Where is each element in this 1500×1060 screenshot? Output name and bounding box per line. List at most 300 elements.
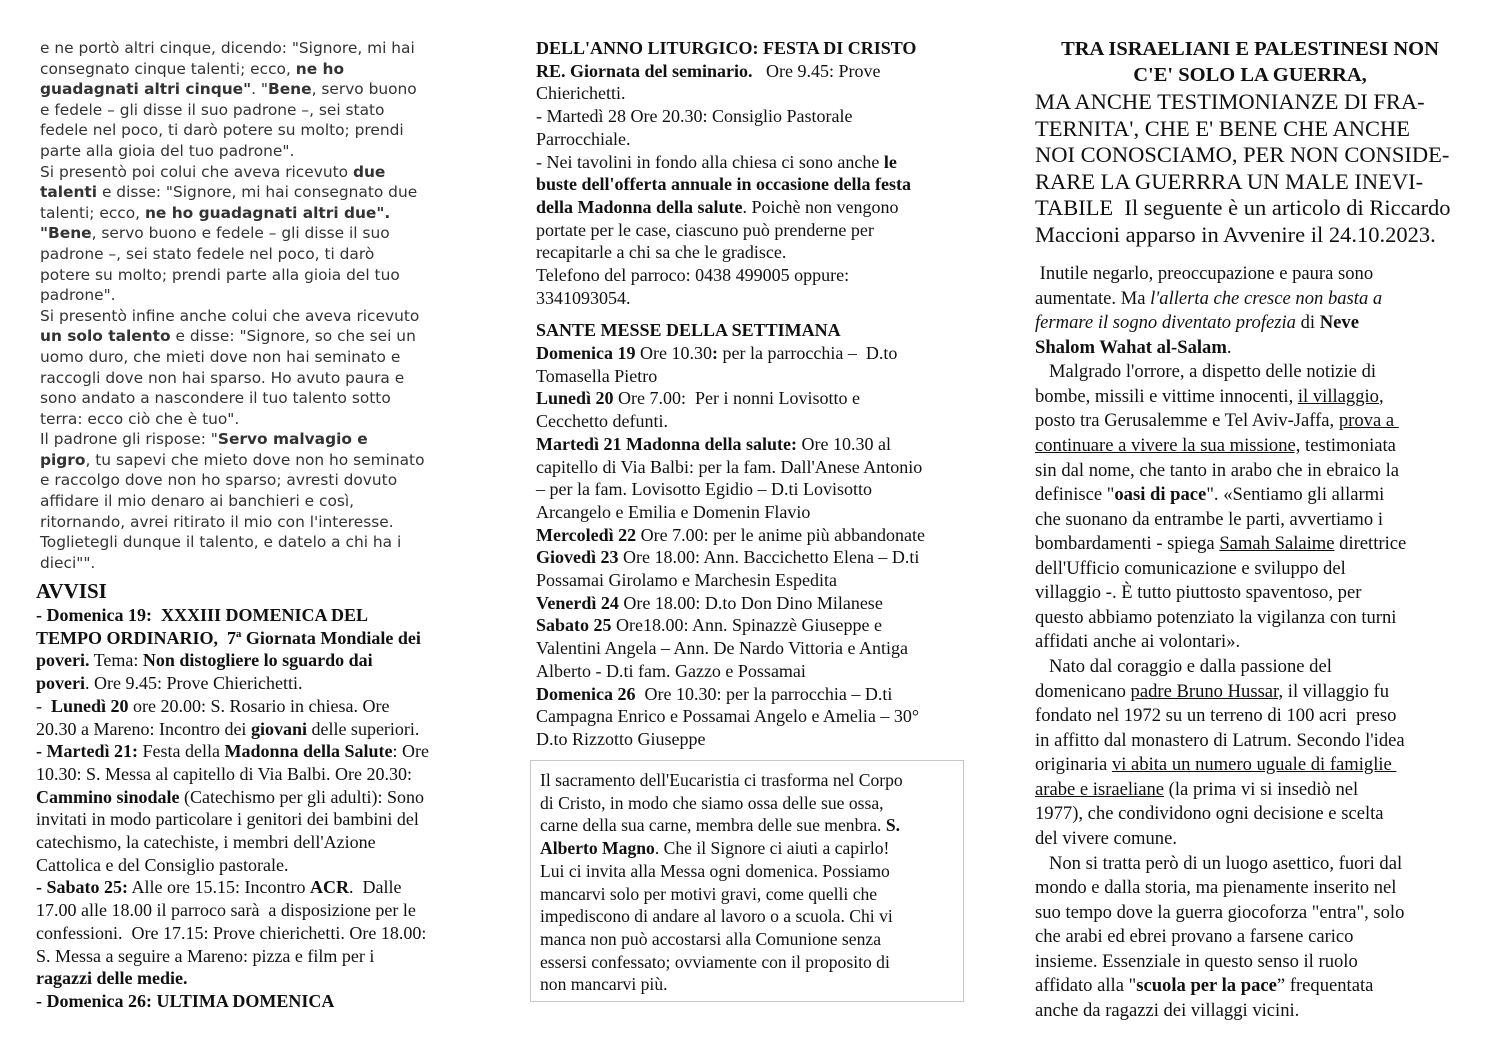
text-line <box>1035 925 1406 950</box>
text-line <box>36 876 429 899</box>
text-line <box>536 105 916 128</box>
text-line <box>536 728 925 751</box>
text-line <box>40 38 425 59</box>
text-run: Maccioni apparso in Avvenire il 24.10.2023. <box>1035 221 1436 247</box>
text-line <box>36 967 429 990</box>
text-run: confessioni. Ore 17.15: Prove chierichetti. Ore 18.00: <box>36 922 427 943</box>
text-run: Inutile negarlo, preoccupazione e paura sono <box>1035 263 1374 284</box>
text-run: uomo duro, che mieti dove non hai seminato e <box>40 347 401 366</box>
avvisi-heading: AVVISI <box>36 579 107 603</box>
eucharist-quote-text <box>540 769 903 996</box>
text-run: , <box>1361 64 1367 86</box>
text-run: Domenica 26 <box>536 683 636 704</box>
text-run: definisce " <box>1035 484 1115 506</box>
text-run: - Nei tavolini in fondo alla chiesa ci sono anche <box>536 151 884 172</box>
text-line <box>536 456 925 479</box>
text-line <box>1035 606 1406 631</box>
text-line <box>536 660 925 683</box>
text-run: anche da ragazzi dei villaggi vicini. <box>1035 999 1300 1021</box>
text-run: poveri. <box>36 650 90 671</box>
text-run: le <box>883 151 897 172</box>
text-run: Samah Salaime <box>1219 533 1335 555</box>
text-run: Madonna della Salute <box>224 741 393 762</box>
text-run: essersi confessato; ovviamente con il proposito di <box>540 951 890 972</box>
avvisi-continued <box>536 37 916 309</box>
eucharist-quote-box <box>530 760 964 1002</box>
text-line <box>40 59 425 80</box>
text-run: affidati anche ai volontari». <box>1035 631 1241 653</box>
text-run: terra: ecco ciò che è tuo". <box>40 409 240 428</box>
text-line <box>36 604 429 627</box>
text-run: giovani <box>250 718 307 739</box>
text-line <box>1035 262 1406 287</box>
text-run: Telefono del parroco: 0438 499005 oppure: <box>536 265 850 286</box>
text-run: ” frequentata <box>1276 975 1374 997</box>
text-line <box>40 512 425 533</box>
text-run: 20.30 a Mareno: Incontro dei <box>36 718 251 739</box>
text-run: Toglietegli dunque il talento, e datelo a chi ha i <box>40 533 402 552</box>
text-line <box>1035 729 1406 754</box>
text-run: Lunedì 20 <box>536 388 614 409</box>
text-line <box>36 740 429 763</box>
text-run: Ore 7.00: Per i nonni Lovisotto e <box>613 388 861 409</box>
text-run: catechismo, la catechiste, i membri dell'Azione <box>36 832 376 853</box>
text-run: DELL'ANNO LITURGICO: FESTA DI CRISTO <box>536 38 917 58</box>
text-run: . Ore 9.45: Prove Chierichetti. <box>85 673 303 694</box>
text-run: Ore 9.45: Prove <box>752 60 881 81</box>
text-run: 1977), che condividono ogni decisione e scelta <box>1035 803 1384 825</box>
text-line <box>536 705 925 728</box>
text-run: per la parrocchia – D.to <box>717 343 898 363</box>
text-line <box>40 203 425 224</box>
text-run: in affitto dal monastero di Latrum. Secondo l'idea <box>1035 729 1405 751</box>
text-line <box>40 409 425 430</box>
text-line <box>536 37 916 60</box>
text-run: C'E' SOLO LA GUERRA <box>1133 64 1362 86</box>
text-run: - Domenica 19: XXXIII DOMENICA DEL <box>36 605 368 625</box>
text-line <box>40 285 425 306</box>
text-run: e disse: "Signore, mi hai consegnato due <box>97 183 418 202</box>
text-run: , <box>1378 385 1384 407</box>
text-run: aumentate. Ma <box>1035 287 1151 309</box>
text-line <box>1035 311 1406 336</box>
text-line <box>540 883 903 906</box>
text-run: originaria <box>1035 754 1112 776</box>
text-run: padrone". <box>40 286 116 305</box>
text-run: Chierichetti. <box>536 83 626 104</box>
text-run: ". «Sentiamo gli allarmi <box>1206 484 1385 506</box>
text-line <box>540 769 903 792</box>
text-line <box>40 100 425 121</box>
text-run: dieci"". <box>40 553 96 572</box>
text-line <box>1035 901 1406 926</box>
text-run: raccogli dove non hai sparso. Ho avuto paura e <box>40 368 405 387</box>
text-run: continuare a vivere la sua missione, <box>1035 434 1301 456</box>
text-line <box>1035 778 1406 803</box>
text-run: talenti; ecco, <box>40 203 145 222</box>
gospel-text <box>40 38 425 573</box>
text-line <box>1035 704 1406 729</box>
text-run: Si presentò infine anche colui che aveva ricevuto <box>40 306 420 325</box>
text-run: RARE LA GUERRRA UN MALE INEVI- <box>1035 168 1424 194</box>
text-run: Ore18.00: Ann. Spinazzè Giuseppe e <box>611 615 882 636</box>
text-run: Ore 10.30: per la parrocchia – D.ti <box>635 683 893 704</box>
text-run: Il sacramento dell'Eucaristia ci trasforma nel Corpo <box>540 770 903 790</box>
text-line <box>536 151 916 174</box>
text-line <box>40 223 425 244</box>
text-line <box>1035 222 1451 249</box>
text-run: fondato nel 1972 su un terreno di 100 acri preso <box>1035 705 1397 727</box>
text-run: vi abita un numero uguale di famiglie <box>1111 754 1397 776</box>
text-line <box>40 347 425 368</box>
article-body <box>1035 262 1406 1023</box>
text-line <box>36 763 429 786</box>
text-run: impediscono di andare al lavoro o a scuola. Chi vi <box>540 906 893 927</box>
text-run: Cammino sinodale <box>36 786 180 807</box>
text-line <box>540 928 903 951</box>
text-line <box>536 410 925 433</box>
text-run: del vivere comune. <box>1035 827 1177 849</box>
text-line <box>1035 802 1406 827</box>
text-line <box>40 120 425 141</box>
text-line <box>536 569 925 592</box>
text-line <box>36 990 429 1013</box>
text-line <box>36 627 429 650</box>
text-line <box>540 905 903 928</box>
text-run: Alberto - D.ti fam. Gazzo e Possamai <box>536 660 806 681</box>
text-run: Valentini Angela – Ann. De Nardo Vittoria e Antiga <box>536 638 909 659</box>
text-line <box>40 244 425 265</box>
text-line <box>40 79 425 100</box>
text-run: arabe e israeliane <box>1035 778 1165 800</box>
text-run: suo tempo dove la guerra giocoforza "entra", solo <box>1035 901 1405 923</box>
text-run: Si presentò poi colui che aveva ricevuto <box>40 162 353 181</box>
text-run: bombardamenti - spiega <box>1035 533 1220 555</box>
text-run: RE. Giornata del seminario. <box>536 60 753 81</box>
text-run: . Che il Signore ci aiuti a capirlo! <box>654 838 890 859</box>
text-run: Tema: <box>89 650 143 671</box>
text-run: consegnato cinque talenti; ecco, <box>40 59 296 78</box>
text-run: prova a <box>1338 410 1399 432</box>
text-run: parte alla gioia del tuo padrone". <box>40 141 295 160</box>
text-line <box>40 368 425 389</box>
text-run: il villaggio fu <box>1283 680 1390 702</box>
text-run: Bene <box>268 80 312 99</box>
text-line <box>1035 336 1406 361</box>
text-run: due <box>352 162 386 181</box>
text-line <box>536 524 925 547</box>
text-line <box>40 429 425 450</box>
text-run: recapitarle a chi sa che le gradisce. <box>536 242 787 263</box>
text-line <box>540 814 903 837</box>
text-run: - <box>36 695 51 716</box>
text-run: fermare il sogno diventato profezia <box>1035 312 1296 334</box>
text-run: . Dalle <box>348 877 402 898</box>
text-run: TERNITA', CHE E' BENE CHE ANCHE <box>1035 115 1411 141</box>
text-line <box>536 287 916 310</box>
text-run: Arcangelo e Emilia e Domenin Flavio <box>536 501 811 522</box>
text-line <box>1035 360 1406 385</box>
text-run: Alberto Magno <box>540 838 655 859</box>
text-run: ACR <box>309 877 349 898</box>
text-run: padre Bruno Hussar, <box>1130 680 1284 702</box>
text-run: - Sabato 25: <box>36 877 129 898</box>
text-run: sono andato a nascondere il tuo talento sotto <box>40 389 391 408</box>
text-run: Nato dal coraggio e dalla passione del <box>1035 656 1332 677</box>
text-run: fedele nel poco, ti darò potere su molto; prendi <box>40 121 404 140</box>
text-run: guadagnati altri cinque" <box>40 80 252 99</box>
text-run: Tomasella Pietro <box>536 365 658 386</box>
text-line <box>536 614 925 637</box>
text-line <box>1035 116 1451 143</box>
text-run: Malgrado l'orrore, a dispetto delle notizie di <box>1035 361 1377 383</box>
text-run: Mercoledì 22 <box>536 524 637 545</box>
text-line <box>1035 287 1406 312</box>
text-line <box>1035 434 1406 459</box>
text-run: Giovedì 23 <box>536 547 619 568</box>
text-run: Lunedì 20 <box>51 695 129 716</box>
text-line <box>536 387 925 410</box>
text-run: bombe, missili e vittime innocenti, <box>1035 385 1298 407</box>
text-line <box>1035 680 1406 705</box>
text-run: 3341093054. <box>536 287 631 308</box>
text-line <box>536 241 916 264</box>
text-run: - Domenica 26: ULTIMA DOMENICA <box>36 990 335 1011</box>
text-run: TABILE Il seguente è un articolo di Riccardo <box>1035 195 1451 221</box>
text-line <box>36 831 429 854</box>
text-run: Non si tratta però di un luogo asettico, fuori dal <box>1035 852 1403 874</box>
text-line <box>536 219 916 242</box>
text-run: : Ore <box>392 741 429 762</box>
text-line <box>536 173 916 196</box>
text-line <box>536 264 916 287</box>
text-line <box>40 470 425 491</box>
text-run: direttrice <box>1334 533 1407 555</box>
text-run: oasi di pace <box>1114 484 1207 506</box>
text-line <box>536 478 925 501</box>
text-run: Parrocchiale. <box>536 128 631 149</box>
text-line <box>1035 581 1406 606</box>
text-run: Venerdì 24 <box>536 592 619 613</box>
text-line <box>1035 195 1451 222</box>
text-line <box>36 672 429 695</box>
text-run: Possamai Girolamo e Marchesin Espedita <box>536 570 837 591</box>
text-line <box>540 951 903 974</box>
text-run: - Martedì 21: <box>36 741 138 762</box>
text-run: il villaggio <box>1297 385 1379 407</box>
text-run: mancarvi solo per motivi gravi, come quelli che <box>540 883 878 904</box>
text-run: mondo e dalla storia, ma pienamente inserito nel <box>1035 877 1397 899</box>
text-run: Lui ci invita alla Messa ogni domenica. Possiamo <box>540 860 890 881</box>
text-run: Campagna Enrico e Possamai Angelo e Amelia – 30° <box>536 706 920 727</box>
text-run: (la prima vi si insediò nel <box>1164 778 1359 800</box>
text-run: posto tra Gerusalemme e Tel Aviv-Jaffa, <box>1035 410 1339 432</box>
text-line <box>1035 409 1406 434</box>
text-run: Ore 18.00: Ann. Baccichetto Elena – D.ti <box>618 547 920 568</box>
text-run: non mancarvi più. <box>540 974 668 995</box>
text-line <box>1030 36 1470 62</box>
text-run: Sabato 25 <box>536 615 612 636</box>
text-run: buste dell'offerta annuale in occasione della festa <box>536 174 911 195</box>
text-line <box>536 365 925 388</box>
text-run: Shalom Wahat al-Salam <box>1035 336 1227 358</box>
text-run: (Catechismo per gli adulti): Sono <box>179 786 424 807</box>
text-run: che arabi ed ebrei provano a farsene carico <box>1035 926 1354 948</box>
text-line <box>40 182 425 203</box>
text-line <box>40 450 425 471</box>
text-line <box>536 60 916 83</box>
text-run: TEMPO ORDINARIO, 7ª Giornata Mondiale dei <box>36 627 421 648</box>
text-line <box>540 837 903 860</box>
text-line <box>40 553 425 574</box>
text-run: Cattolica e del Consiglio pastorale. <box>36 854 289 875</box>
text-run: e raccolgo dove non ho sparso; avresti dovuto <box>40 471 398 490</box>
text-line <box>536 196 916 219</box>
text-line <box>40 532 425 553</box>
text-run: - Martedì 28 Ore 20.30: Consiglio Pastorale <box>536 106 853 127</box>
text-run: poveri <box>36 673 85 694</box>
messe-heading: SANTE MESSE DELLA SETTIMANA <box>536 320 841 340</box>
text-run: portate per le case, ciascuno può prenderne per <box>536 219 874 240</box>
text-run: domenicano <box>1035 680 1131 702</box>
text-run: e disse: "Signore, so che sei un <box>170 327 416 346</box>
text-run: insieme. Essenziale in questo senso il ruolo <box>1035 950 1358 972</box>
text-run: scuola per la pace <box>1136 975 1277 997</box>
text-run: potere su molto; prendi parte alla gioia del tuo <box>40 265 400 284</box>
text-line <box>536 683 925 706</box>
text-line <box>1035 974 1406 999</box>
text-run: ragazzi delle medie. <box>36 968 188 989</box>
text-run: , servo buono e fedele – gli disse il suo <box>91 224 390 243</box>
text-line <box>1035 655 1406 680</box>
text-run: , servo buono <box>311 80 417 99</box>
text-run: e fedele – gli disse il suo padrone –, sei stato <box>40 100 385 119</box>
text-line <box>36 718 429 741</box>
text-line <box>1035 142 1451 169</box>
text-line <box>536 128 916 151</box>
text-run: Festa della <box>137 741 225 762</box>
text-line <box>536 82 916 105</box>
text-run: manca non può accostarsi alla Comunione senza <box>540 928 882 949</box>
text-run: villaggio -. È tutto piuttosto spaventoso, per <box>1035 582 1362 604</box>
text-run: talenti <box>40 183 98 202</box>
text-line <box>1035 999 1406 1024</box>
text-line <box>536 637 925 660</box>
text-line <box>1035 459 1406 484</box>
text-run: , tu sapevi che mieto dove non ho seminato <box>85 450 425 469</box>
text-run: MA ANCHE TESTIMONIANZE DI FRA- <box>1035 89 1425 114</box>
text-line <box>1035 483 1406 508</box>
text-line <box>1035 169 1451 196</box>
text-run: delle superiori. <box>306 718 420 739</box>
text-run: questo abbiamo potenziato la vigilanza con turni <box>1035 606 1397 628</box>
text-run: S. <box>885 815 901 836</box>
text-line <box>1035 532 1406 557</box>
text-line <box>1035 876 1406 901</box>
text-run: S. Messa a seguire a Mareno: pizza e film per i <box>36 945 375 966</box>
text-run: ne ho guadagnati altri due". <box>144 203 391 222</box>
text-line <box>536 433 925 456</box>
text-run: Martedì 21 Madonna della salute: <box>536 433 797 454</box>
text-run: Neve <box>1319 312 1359 334</box>
text-run: Ore 18.00: D.to Don Dino Milanese <box>618 592 883 613</box>
text-run: Cecchetto defunti. <box>536 411 668 432</box>
text-line <box>1035 827 1406 852</box>
text-run: . <box>1226 336 1232 358</box>
text-run: un solo talento <box>40 327 171 346</box>
text-line <box>36 899 429 922</box>
text-line <box>1035 89 1451 116</box>
text-run: 10.30: S. Messa al capitello di Via Balbi. Ore 20.30: <box>36 763 413 784</box>
text-run: Alle ore 15.15: Incontro <box>128 877 310 898</box>
text-line <box>40 265 425 286</box>
text-run: – per la fam. Lovisotto Egidio – D.ti Lovisotto <box>536 479 872 500</box>
text-line <box>36 786 429 809</box>
text-run: NOI CONOSCIAMO, PER NON CONSIDE- <box>1035 142 1450 168</box>
text-run: Ore 7.00: per le anime più abbandonate <box>636 524 926 545</box>
text-run: ne ho <box>295 59 345 78</box>
text-line <box>36 808 429 831</box>
text-run: pigro <box>40 450 86 469</box>
text-line <box>36 854 429 877</box>
text-run: Il padrone gli rispose: " <box>40 430 218 449</box>
article-subtitle <box>1035 89 1451 249</box>
text-line <box>536 342 925 365</box>
text-run: carne della sua carne, membra delle sue menbra. <box>540 815 886 836</box>
text-run: ore 20.00: S. Rosario in chiesa. Ore <box>128 695 390 716</box>
text-line <box>536 592 925 615</box>
avvisi-list <box>36 604 429 1013</box>
text-run: 17.00 alle 18.00 il parroco sarà a disposizione per le <box>36 900 416 921</box>
text-run: affidato alla " <box>1035 975 1137 997</box>
text-line <box>40 491 425 512</box>
text-run: TRA ISRAELIANI E PALESTINESI NON <box>1061 38 1439 60</box>
text-line <box>540 860 903 883</box>
text-line <box>540 792 903 815</box>
text-line <box>1035 630 1406 655</box>
text-line <box>36 649 429 672</box>
text-run: affidare il mio denaro ai banchieri e così, <box>40 492 355 511</box>
text-run: ritornando, avrei ritirato il mio con l'interesse. <box>40 512 394 531</box>
text-line <box>1035 557 1406 582</box>
text-run: Ore 10.30 al <box>797 433 891 454</box>
text-line <box>1035 753 1406 778</box>
text-run: testimoniata <box>1300 434 1396 456</box>
text-line <box>36 695 429 718</box>
text-run: che suonano da entrambe le parti, avvertiamo i <box>1035 508 1383 530</box>
text-run: della Madonna della salute <box>536 196 743 217</box>
text-run: Ore 10.30 <box>635 343 712 363</box>
text-run: padrone –, sei stato fedele nel poco, ti darò <box>40 244 375 263</box>
text-run: Servo malvagio e <box>217 430 368 449</box>
text-run: . " <box>251 80 269 99</box>
text-line <box>40 306 425 327</box>
text-run: l'allerta che cresce non basta a <box>1150 287 1383 309</box>
text-line <box>540 973 903 996</box>
text-run: e ne portò altri cinque, dicendo: "Signore, mi hai <box>40 39 415 57</box>
text-run: sin dal nome, che tanto in arabo che in ebraico la <box>1035 459 1399 481</box>
text-line <box>1030 62 1470 88</box>
text-run: Non distogliere lo sguardo dai <box>142 650 373 671</box>
text-run: di Cristo, in modo che siamo ossa delle sue ossa, <box>540 792 884 813</box>
text-run: : <box>711 343 718 363</box>
article-title <box>1030 36 1470 88</box>
messe-list <box>536 342 925 751</box>
text-line <box>1035 508 1406 533</box>
text-run: . Poichè non vengono <box>742 196 899 217</box>
text-run: Domenica 19 <box>536 343 636 363</box>
text-run: "Bene <box>40 224 92 243</box>
